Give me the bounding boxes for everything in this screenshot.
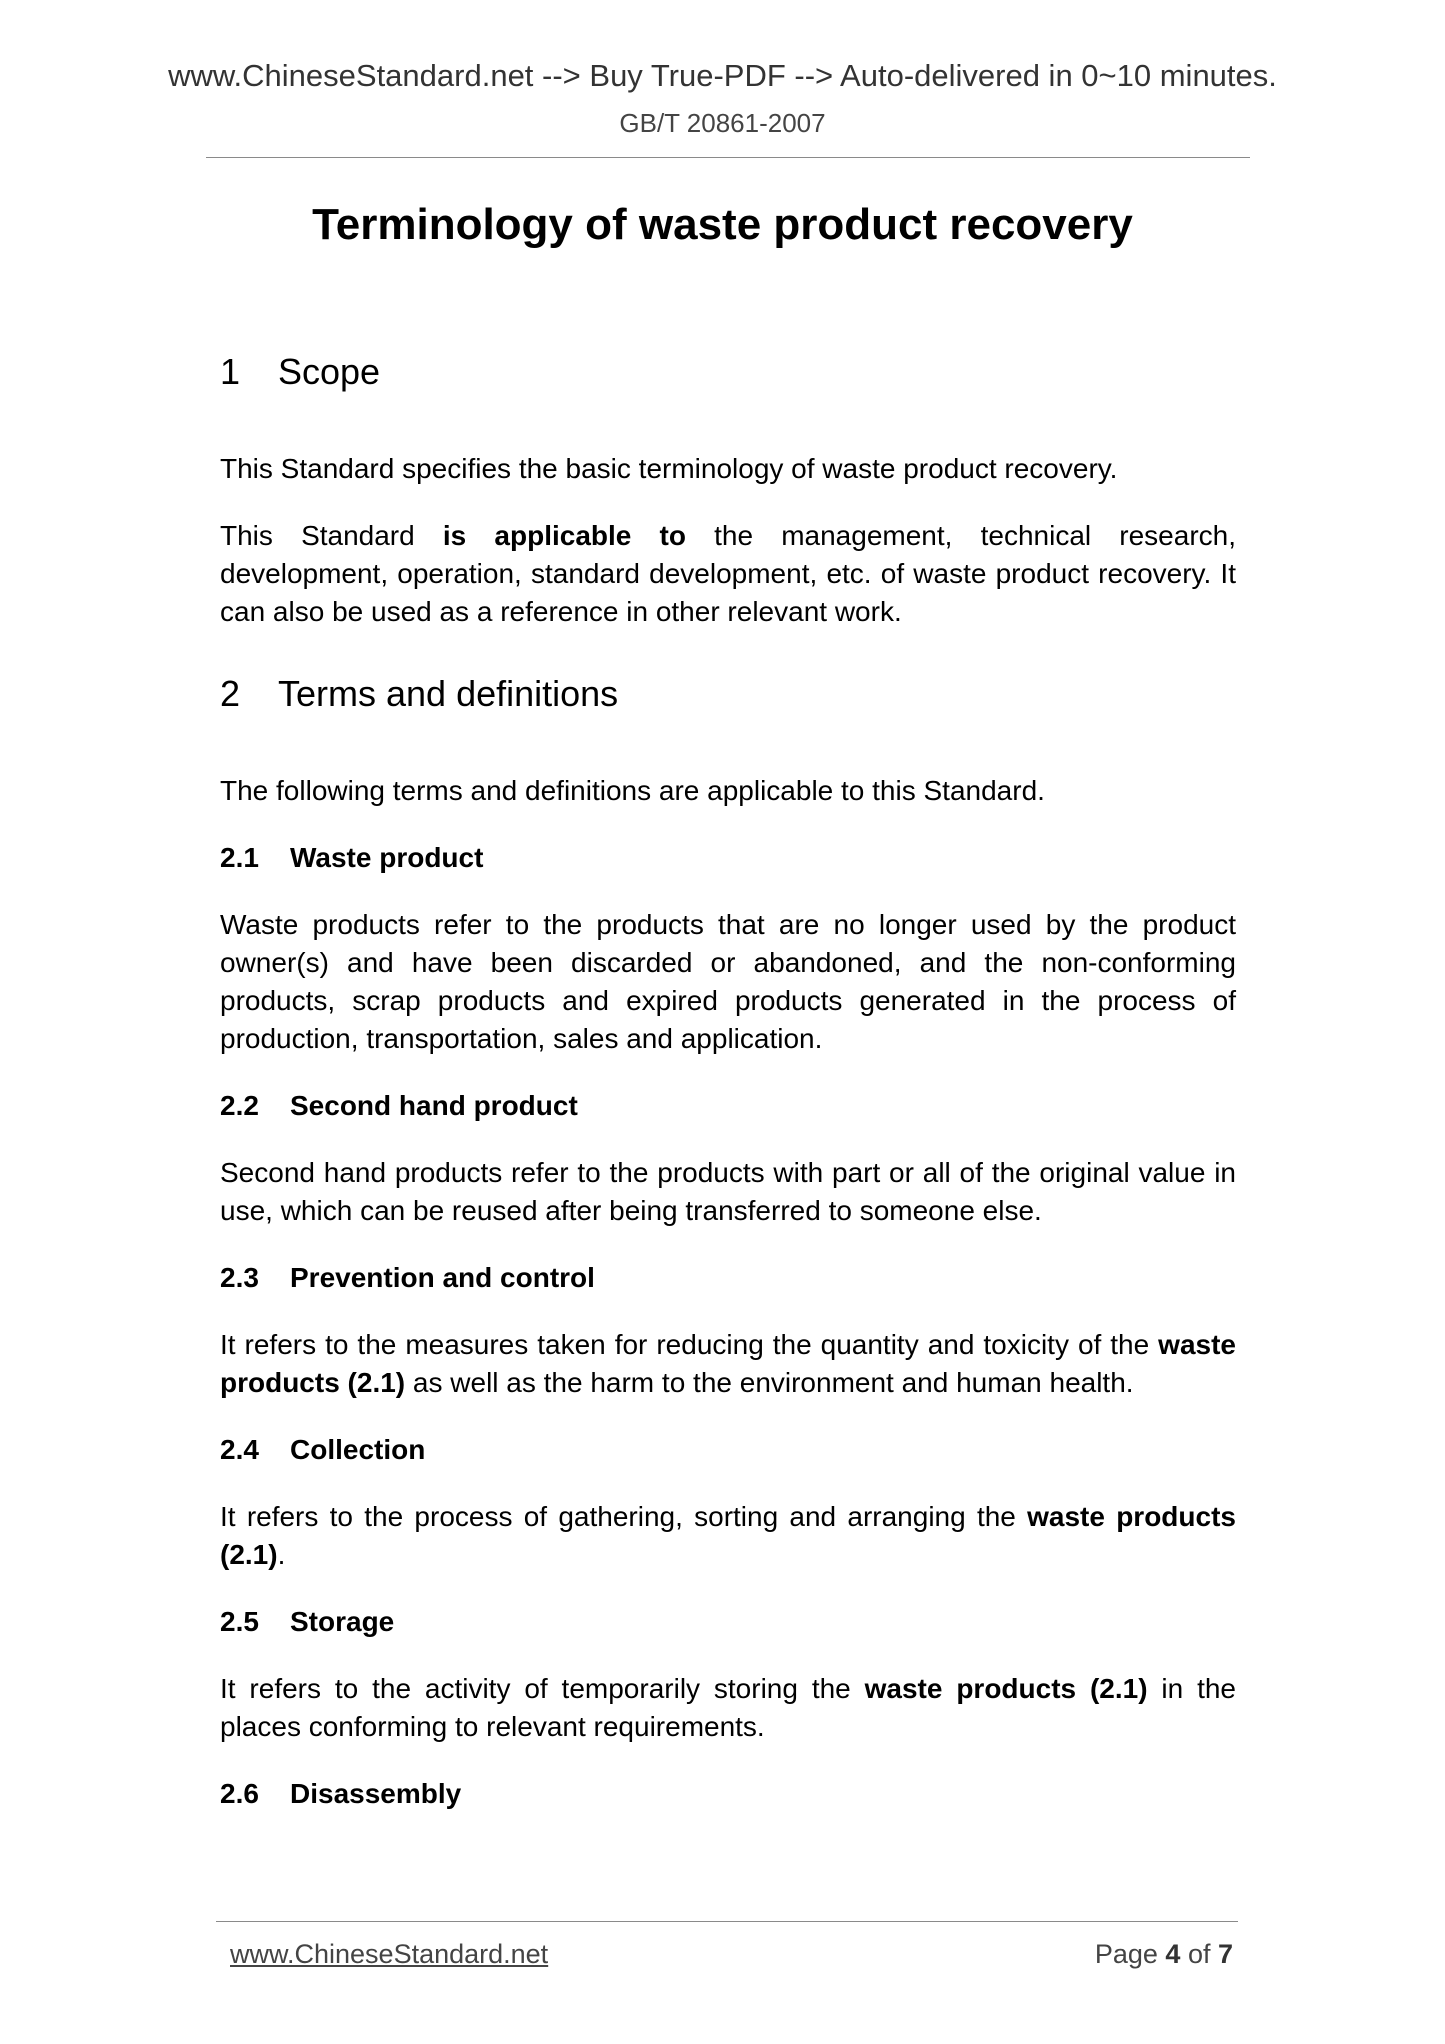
term-number: 2.3 [220,1262,259,1293]
term-title: Second hand product [290,1090,578,1121]
section-title: Terms and definitions [278,673,619,714]
term-heading-2-5 [220,1603,1236,1641]
term-heading-2-4 [220,1431,1236,1469]
bold-text-run: waste products (2.1) [220,1329,1236,1398]
text-run: in the places conforming to relevant requirements. [220,1673,1237,1742]
term-definition-2-1: Waste products refer to the products that are no longer used by the product owner(s) and have been discarded or abandoned, and the non-conforming products, scrap products and expired products generated in the process of production, transportation, sales and application. [220,909,1236,1054]
term-number: 2.2 [220,1090,259,1121]
term-number: 2.4 [220,1434,259,1465]
document-title: Terminology of waste product recovery [312,200,1133,249]
text-run: the management, technical research, development, operation, standard development, etc. of waste product recovery. It can also be used as a reference in other relevant work. [220,520,1236,627]
footer-site-link[interactable]: www.ChineseStandard.net [230,1939,549,1969]
term-title: Disassembly [290,1778,462,1809]
page-of: of [1180,1939,1218,1969]
footer-divider [216,1921,1238,1922]
bold-text-run: waste products (2.1) [220,1501,1236,1570]
header-divider [206,157,1250,158]
section-title: Scope [278,351,381,392]
term-number: 2.5 [220,1606,259,1637]
term-definition-2-3 [220,1326,1236,1402]
term-definition-2-2: Second hand products refer to the products with part or all of the original value in use, which can be reused after being transferred to someone else. [220,1157,1236,1226]
scope-paragraph-1: This Standard specifies the basic terminology of waste product recovery. [220,453,1118,484]
term-definition-2-4 [220,1498,1236,1574]
page-total: 7 [1217,1939,1233,1969]
text-run: It refers to the process of gathering, sorting and arranging the [220,1501,1028,1532]
term-number: 2.1 [220,842,259,873]
section-heading-terms [220,666,1236,722]
terms-intro-paragraph: The following terms and definitions are applicable to this Standard. [220,775,1045,806]
scope-paragraph-2 [220,517,1236,631]
header-banner[interactable]: www.ChineseStandard.net --> Buy True-PDF --> Auto-delivered in 0~10 minutes. [168,58,1277,93]
section-number: 2 [220,673,241,714]
text-run: as well as the harm to the environment and human health. [405,1367,1134,1398]
term-number: 2.6 [220,1778,259,1809]
term-title: Storage [290,1606,395,1637]
page-label: Page [1094,1939,1166,1969]
standard-code: GB/T 20861-2007 [619,108,826,138]
bold-text-run: waste products (2.1) [864,1673,1148,1704]
term-heading-2-1 [220,839,1236,877]
term-heading-2-3 [220,1259,1236,1297]
term-title: Prevention and control [290,1262,595,1293]
term-title: Collection [290,1434,426,1465]
text-run: It refers to the activity of temporarily storing the [220,1673,865,1704]
text-run: . [277,1539,286,1570]
term-heading-2-2 [220,1087,1236,1125]
page-current: 4 [1165,1939,1181,1969]
text-run: It refers to the measures taken for reducing the quantity and toxicity of the [220,1329,1159,1360]
page-indicator [1095,1939,1233,1970]
text-run: This Standard [220,520,443,551]
term-title: Waste product [290,842,484,873]
term-definition-2-5 [220,1670,1236,1746]
section-number: 1 [220,351,241,392]
section-heading-scope [220,344,1236,400]
term-heading-2-6 [220,1775,1236,1813]
bold-text-run: is applicable to [442,520,686,551]
document-body [220,344,1236,1842]
